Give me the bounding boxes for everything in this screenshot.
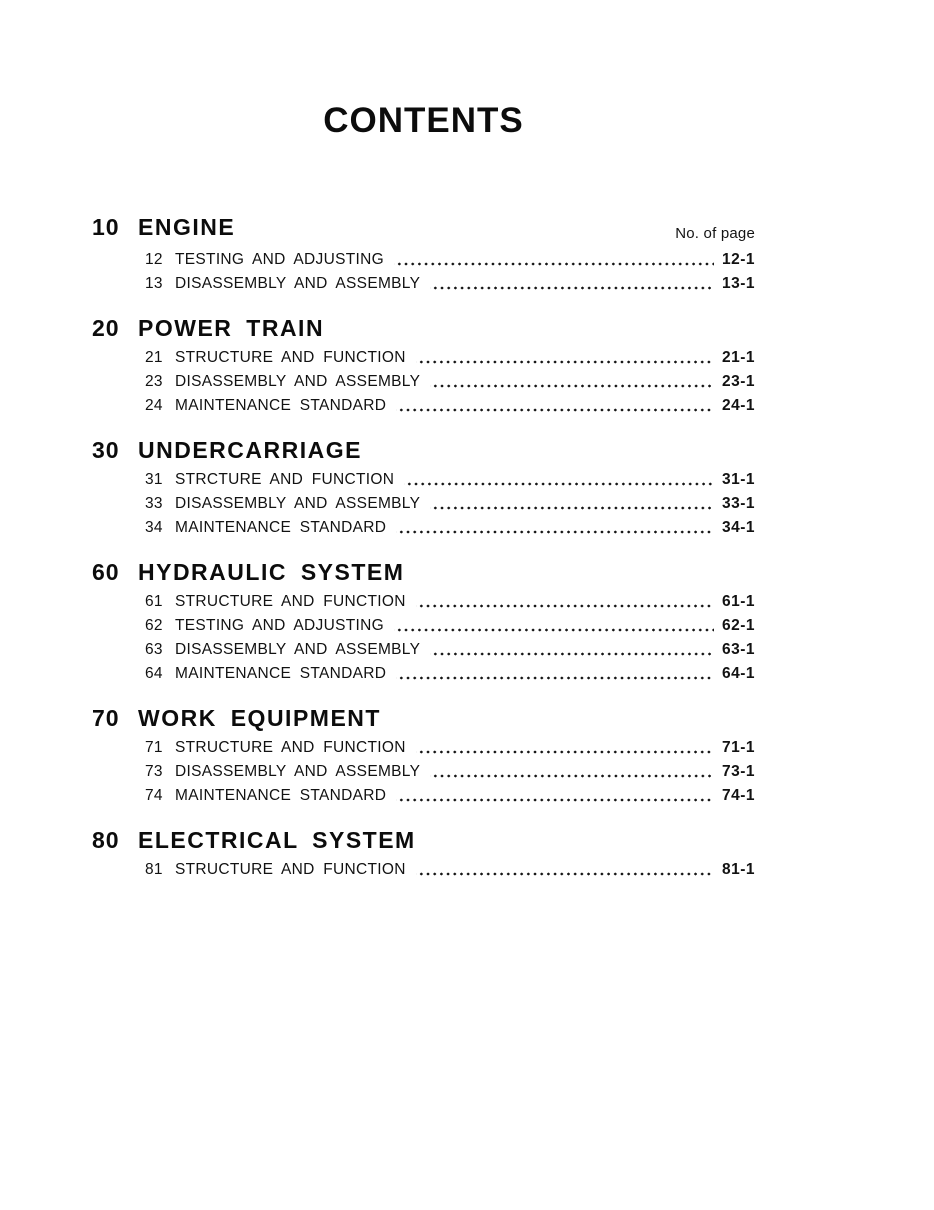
entry-title: STRUCTURE AND FUNCTION: [175, 349, 406, 366]
entry-page-number: 21-1: [721, 349, 755, 366]
entry-number: 13: [145, 275, 163, 292]
section-number: 10: [92, 214, 120, 240]
section-number: 80: [92, 827, 120, 853]
entry-title: STRUCTURE AND FUNCTION: [175, 739, 406, 756]
contents-column: [92, 98, 755, 882]
toc-entry-34: [92, 516, 755, 540]
dot-leader: [430, 370, 714, 394]
section-heading: [92, 214, 755, 244]
section-title: POWER TRAIN: [138, 315, 325, 341]
dot-leader: [404, 468, 714, 492]
entry-number: 34: [145, 519, 163, 536]
toc-entry-81: [92, 858, 755, 882]
toc-entry-71: [92, 736, 755, 760]
dot-leader: [394, 248, 714, 272]
entry-page-number: 62-1: [721, 617, 755, 634]
toc-entry-74: [92, 784, 755, 808]
entry-title: MAINTENANCE STANDARD: [175, 665, 387, 682]
dot-leader: [396, 394, 714, 418]
toc-entry-23: [92, 370, 755, 394]
entry-title: STRUCTURE AND FUNCTION: [175, 861, 406, 878]
entry-title: DISASSEMBLY AND ASSEMBLY: [175, 763, 421, 780]
entry-page-number: 23-1: [721, 373, 755, 390]
entry-title: DISASSEMBLY AND ASSEMBLY: [175, 373, 421, 390]
entry-number: 33: [145, 495, 163, 512]
entry-title: MAINTENANCE STANDARD: [175, 397, 387, 414]
entry-number: 71: [145, 739, 163, 756]
dot-leader: [430, 760, 714, 784]
entry-number: 62: [145, 617, 163, 634]
dot-leader: [416, 736, 714, 760]
entry-page-number: 74-1: [721, 787, 755, 804]
section-heading: [92, 827, 755, 854]
entry-page-number: 34-1: [721, 519, 755, 536]
toc-entry-21: [92, 346, 755, 370]
entry-title: DISASSEMBLY AND ASSEMBLY: [175, 495, 421, 512]
toc-section-60: [92, 559, 755, 686]
section-heading: [92, 315, 755, 342]
toc-entry-33: [92, 492, 755, 516]
entry-title: DISASSEMBLY AND ASSEMBLY: [175, 275, 421, 292]
toc-section-20: [92, 315, 755, 418]
toc-entry-13: [92, 272, 755, 296]
page-column-label: No. of page: [675, 225, 755, 242]
entry-page-number: 33-1: [721, 495, 755, 512]
section-title: ELECTRICAL SYSTEM: [138, 827, 416, 853]
entry-number: 74: [145, 787, 163, 804]
section-number: 70: [92, 705, 120, 731]
entry-number: 12: [145, 251, 163, 268]
entry-number: 24: [145, 397, 163, 414]
entry-number: 63: [145, 641, 163, 658]
toc-section-80: [92, 827, 755, 882]
entry-number: 23: [145, 373, 163, 390]
dot-leader: [416, 590, 714, 614]
entry-title: STRCTURE AND FUNCTION: [175, 471, 395, 488]
page-title: CONTENTS: [323, 101, 524, 140]
section-title: ENGINE: [138, 214, 236, 240]
dot-leader: [396, 516, 714, 540]
entry-title: TESTING AND ADJUSTING: [175, 251, 384, 268]
dot-leader: [416, 346, 714, 370]
section-number: 20: [92, 315, 120, 341]
entry-title: MAINTENANCE STANDARD: [175, 519, 387, 536]
toc-section-10: [92, 214, 755, 296]
entry-page-number: 81-1: [721, 861, 755, 878]
entry-page-number: 71-1: [721, 739, 755, 756]
entry-title: TESTING AND ADJUSTING: [175, 617, 384, 634]
toc-entry-12: [92, 248, 755, 272]
entry-page-number: 31-1: [721, 471, 755, 488]
dot-leader: [430, 272, 714, 296]
toc-entry-63: [92, 638, 755, 662]
entry-number: 31: [145, 471, 163, 488]
toc-entry-62: [92, 614, 755, 638]
entry-title: DISASSEMBLY AND ASSEMBLY: [175, 641, 421, 658]
dot-leader: [396, 662, 714, 686]
dot-leader: [430, 638, 714, 662]
entry-page-number: 64-1: [721, 665, 755, 682]
entry-number: 73: [145, 763, 163, 780]
section-heading: [92, 705, 755, 732]
section-title: HYDRAULIC SYSTEM: [138, 559, 405, 585]
entry-number: 21: [145, 349, 163, 366]
entry-page-number: 12-1: [721, 251, 755, 268]
toc-entry-31: [92, 468, 755, 492]
section-number: 60: [92, 559, 120, 585]
toc-entry-61: [92, 590, 755, 614]
dot-leader: [430, 492, 714, 516]
entry-page-number: 13-1: [721, 275, 755, 292]
section-title: WORK EQUIPMENT: [138, 705, 381, 731]
entry-title: MAINTENANCE STANDARD: [175, 787, 387, 804]
dot-leader: [416, 858, 714, 882]
toc-section-30: [92, 437, 755, 540]
toc-entry-64: [92, 662, 755, 686]
toc-entry-24: [92, 394, 755, 418]
entry-number: 64: [145, 665, 163, 682]
entry-title: STRUCTURE AND FUNCTION: [175, 593, 406, 610]
toc-entry-73: [92, 760, 755, 784]
section-heading: [92, 559, 755, 586]
entry-page-number: 73-1: [721, 763, 755, 780]
table-of-contents: [92, 214, 755, 882]
dot-leader: [394, 614, 714, 638]
entry-number: 81: [145, 861, 163, 878]
entry-page-number: 24-1: [721, 397, 755, 414]
section-title: UNDERCARRIAGE: [138, 437, 362, 463]
dot-leader: [396, 784, 714, 808]
entry-page-number: 63-1: [721, 641, 755, 658]
entry-page-number: 61-1: [721, 593, 755, 610]
toc-section-70: [92, 705, 755, 808]
section-number: 30: [92, 437, 120, 463]
section-heading: [92, 437, 755, 464]
entry-number: 61: [145, 593, 163, 610]
